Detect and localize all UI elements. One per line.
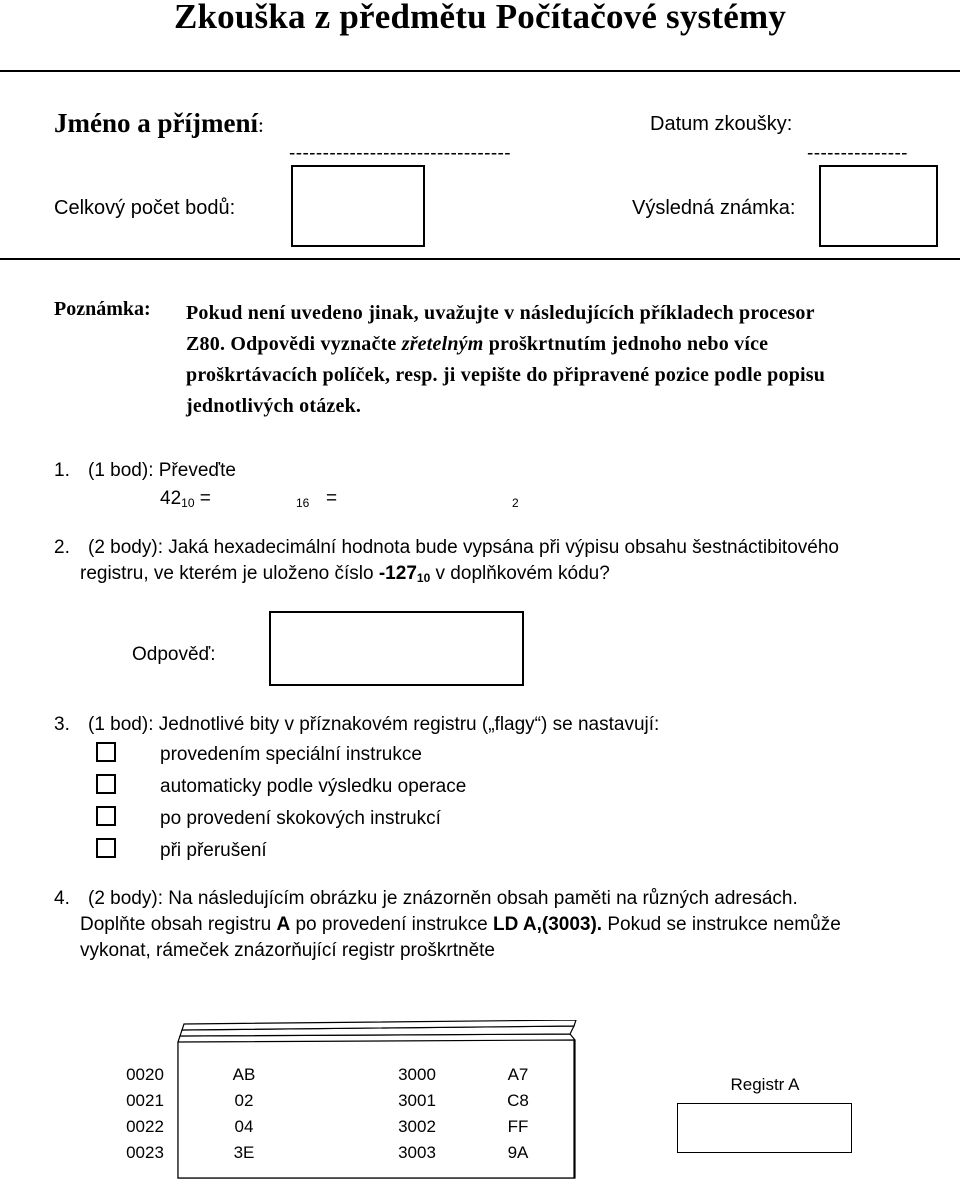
q3-checkbox-1[interactable] (96, 742, 116, 762)
q4-line1: (2 body): Na následujícím obrázku je znázorněn obsah paměti na různých adresách. (88, 888, 798, 909)
q1-value: $42_{10}$ = (160, 488, 211, 510)
mem-value: 02 (234, 1091, 254, 1110)
q3-option-3: po provedení skokových instrukcí (160, 808, 441, 829)
note-label: Poznámka: (54, 298, 151, 320)
register-a-box[interactable] (677, 1103, 852, 1153)
note-text: Pokud není uvedeno jinak, uvažujte v následujících příkladech procesor Z80. Odpovědi vyznačte zřetelným proškrtnutím jednoho nebo více proškrtávacích políček, resp. ji vepište do připravené pozice podle popisu jednotlivých otázek. (186, 302, 826, 417)
title-divider (0, 70, 960, 72)
mem-addr: 0022 (126, 1117, 164, 1136)
q1-bin-base: 2 (512, 496, 519, 510)
q3-checkbox-4[interactable] (96, 838, 116, 858)
header-divider (0, 258, 960, 260)
q3-number: 3. (54, 714, 70, 735)
points-box[interactable] (291, 165, 425, 247)
grade-label: Výsledná známka: (632, 197, 796, 219)
q4-number: 4. (54, 888, 70, 909)
page-title: Zkouška z předmětu Počítačové systémy (173, 0, 787, 36)
q1-eq2: = (326, 488, 338, 509)
mem-value: A7 (507, 1065, 529, 1084)
date-label: Datum zkoušky: (650, 113, 793, 135)
register-a-label: Registr A (730, 1075, 800, 1094)
mem-addr: 3002 (398, 1117, 436, 1136)
q3-text: (1 bod): Jednotlivé bity v příznakovém registru („flagy“) se nastavují: (88, 714, 660, 735)
mem-value: 3E (233, 1143, 255, 1162)
q2-answer-box[interactable] (269, 611, 524, 686)
q1-text: (1 bod): Převeďte (88, 460, 236, 481)
q3-option-1: provedením speciální instrukce (160, 744, 422, 765)
q1-hex-base: 16 (296, 496, 310, 510)
mem-addr: 3000 (398, 1065, 436, 1084)
mem-addr: 0021 (126, 1091, 164, 1110)
q4-line2: Doplňte obsah registru A po provedení instrukce LD A,(3003). Pokud se instrukce nemůže (80, 914, 841, 935)
q4-line3: vykonat, rámeček znázorňující registr proškrtněte (80, 940, 496, 961)
mem-addr: 0023 (126, 1143, 164, 1162)
mem-addr: 3003 (398, 1143, 436, 1162)
q3-checkbox-3[interactable] (96, 806, 116, 826)
q3-option-4: při přerušení (160, 840, 267, 861)
mem-addr: 3001 (398, 1091, 436, 1110)
mem-value: 9A (507, 1143, 529, 1162)
mem-value: AB (232, 1065, 256, 1084)
q2-number: 2. (54, 537, 70, 558)
points-label: Celkový počet bodů: (54, 197, 236, 219)
q1-number: 1. (54, 460, 70, 481)
mem-value: FF (507, 1117, 529, 1136)
q2-line1: (2 body): Jaká hexadecimální hodnota bude vypsána při výpisu obsahu šestnáctibitového (88, 537, 839, 558)
q2-line2: registru, ve kterém je uloženo číslo $-127_{10}$ v doplňkovém kódu? (80, 563, 610, 585)
q3-option-2: automaticky podle výsledku operace (160, 776, 467, 797)
mem-value: C8 (507, 1091, 529, 1110)
q2-answer-label: Odpověď: (132, 644, 216, 665)
name-label: Jméno a příjmení: (54, 108, 264, 138)
mem-value: 04 (234, 1117, 254, 1136)
mem-addr: 0020 (126, 1065, 164, 1084)
grade-box[interactable] (819, 165, 938, 247)
q3-checkbox-2[interactable] (96, 774, 116, 794)
name-line[interactable]: --------------------------------- (289, 143, 511, 164)
date-line[interactable]: --------------- (807, 143, 908, 164)
